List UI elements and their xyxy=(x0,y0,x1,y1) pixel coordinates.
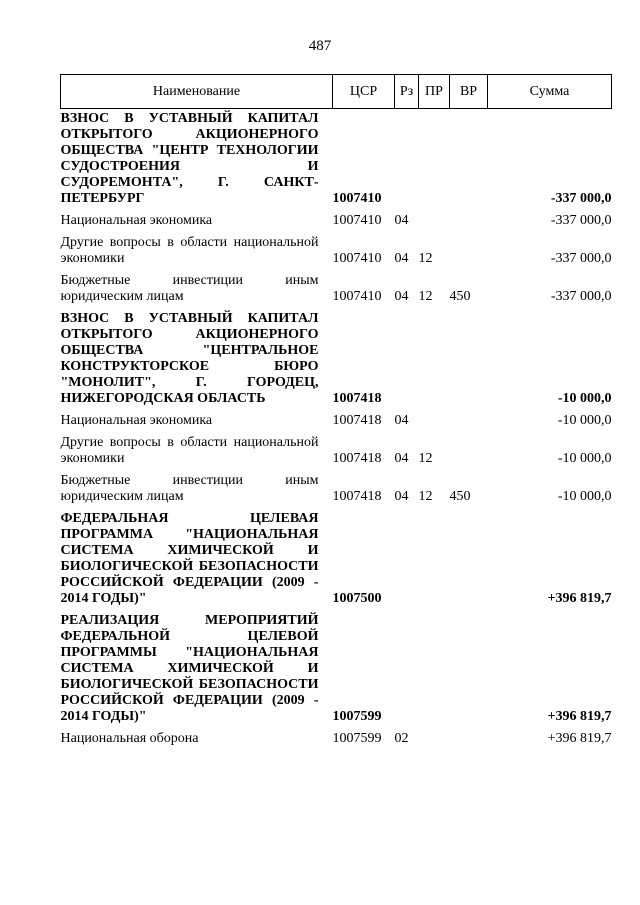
cell-pr xyxy=(419,410,450,432)
cell-sum: +396 819,7 xyxy=(547,591,612,606)
cell-rz xyxy=(395,308,419,410)
cell-pr xyxy=(419,210,450,232)
cell-name xyxy=(61,308,333,410)
cell-csr: 1007410 xyxy=(332,213,382,228)
header-csr: ЦСР xyxy=(333,75,395,109)
table-row xyxy=(61,432,612,470)
cell-vr xyxy=(450,308,488,410)
cell-rz: 04 xyxy=(394,451,409,466)
cell-vr xyxy=(450,728,488,750)
cell-vr: 450 xyxy=(449,289,471,304)
cell-csr: 1007599 xyxy=(332,709,382,724)
cell-pr: 12 xyxy=(418,489,433,504)
table-row xyxy=(61,109,612,211)
row-name-text: Национальная экономика xyxy=(60,213,213,228)
table-body xyxy=(61,109,612,751)
cell-vr xyxy=(450,210,488,232)
cell-name xyxy=(61,210,333,232)
cell-rz: 04 xyxy=(394,289,409,304)
cell-rz xyxy=(395,508,419,610)
cell-vr xyxy=(450,610,488,728)
cell-pr xyxy=(419,109,450,211)
row-name-text: Бюджетные инвестиции иным юридическим лицам xyxy=(60,273,319,304)
cell-name xyxy=(61,270,333,308)
table-row xyxy=(61,410,612,432)
cell-csr: 1007410 xyxy=(332,289,382,304)
cell-csr: 1007410 xyxy=(332,251,382,266)
table-row xyxy=(61,308,612,410)
row-name-text: Национальная экономика xyxy=(60,413,213,428)
cell-csr: 1007410 xyxy=(332,191,382,206)
cell-sum: +396 819,7 xyxy=(547,731,612,746)
cell-name xyxy=(61,610,333,728)
cell-sum: -337 000,0 xyxy=(550,213,612,228)
row-name-text: Национальная оборона xyxy=(60,731,199,746)
cell-csr: 1007418 xyxy=(332,489,382,504)
row-name-text: ФЕДЕРАЛЬНАЯ ЦЕЛЕВАЯ ПРОГРАММА "НАЦИОНАЛЬНАЯ СИСТЕМА ХИМИЧЕСКОЙ И БИОЛОГИЧЕСКОЙ БЕЗОПАСНОСТИ РОССИЙСКОЙ ФЕДЕРАЦИИ (2009 - 2014 ГОДЫ)" xyxy=(60,511,319,606)
cell-pr: 12 xyxy=(418,251,433,266)
cell-pr: 12 xyxy=(418,451,433,466)
cell-vr: 450 xyxy=(449,489,471,504)
cell-rz: 04 xyxy=(394,413,409,428)
table-row xyxy=(61,508,612,610)
cell-csr: 1007500 xyxy=(332,591,382,606)
cell-name xyxy=(61,432,333,470)
cell-sum: -10 000,0 xyxy=(557,489,612,504)
cell-sum: -10 000,0 xyxy=(557,391,612,406)
table-row xyxy=(61,232,612,270)
table-header-row xyxy=(61,75,612,109)
cell-vr xyxy=(450,232,488,270)
cell-pr: 12 xyxy=(418,289,433,304)
cell-name xyxy=(61,508,333,610)
row-name-text: Другие вопросы в области национальной экономики xyxy=(60,435,319,466)
header-sum: Сумма xyxy=(488,75,612,109)
cell-rz xyxy=(395,109,419,211)
cell-csr: 1007418 xyxy=(332,391,382,406)
budget-table xyxy=(60,74,612,750)
row-name-text: Бюджетные инвестиции иным юридическим лицам xyxy=(60,473,319,504)
cell-name xyxy=(61,470,333,508)
cell-rz: 04 xyxy=(394,251,409,266)
cell-name xyxy=(61,410,333,432)
cell-sum: +396 819,7 xyxy=(547,709,612,724)
cell-pr xyxy=(419,610,450,728)
cell-rz xyxy=(395,610,419,728)
row-name-text: РЕАЛИЗАЦИЯ МЕРОПРИЯТИЙ ФЕДЕРАЛЬНОЙ ЦЕЛЕВОЙ ПРОГРАММЫ "НАЦИОНАЛЬНАЯ СИСТЕМА ХИМИЧЕСКОЙ И БИОЛОГИЧЕСКОЙ БЕЗОПАСНОСТИ РОССИЙСКОЙ ФЕДЕРАЦИИ (2009 - 2014 ГОДЫ)" xyxy=(60,613,319,724)
row-name-text: ВЗНОС В УСТАВНЫЙ КАПИТАЛ ОТКРЫТОГО АКЦИОНЕРНОГО ОБЩЕСТВА "ЦЕНТР ТЕХНОЛОГИИ СУДОСТРОЕНИЯ И СУДОРЕМОНТА", Г. САНКТ-ПЕТЕРБУРГ xyxy=(60,111,319,206)
cell-rz: 04 xyxy=(394,489,409,504)
table-row xyxy=(61,728,612,750)
cell-name xyxy=(61,232,333,270)
cell-pr xyxy=(419,728,450,750)
cell-vr xyxy=(450,109,488,211)
cell-csr: 1007599 xyxy=(332,731,382,746)
cell-rz: 02 xyxy=(394,731,409,746)
cell-sum: -337 000,0 xyxy=(550,289,612,304)
cell-name xyxy=(61,109,333,211)
cell-pr xyxy=(419,508,450,610)
cell-sum: -337 000,0 xyxy=(550,251,612,266)
table-row xyxy=(61,210,612,232)
cell-rz: 04 xyxy=(394,213,409,228)
table-row xyxy=(61,610,612,728)
header-vr: ВР xyxy=(450,75,488,109)
table-row xyxy=(61,470,612,508)
table-row xyxy=(61,270,612,308)
header-pr: ПР xyxy=(419,75,450,109)
cell-vr xyxy=(450,508,488,610)
page-number: 487 xyxy=(308,38,332,54)
cell-vr xyxy=(450,410,488,432)
row-name-text: Другие вопросы в области национальной экономики xyxy=(60,235,319,266)
header-rz: Рз xyxy=(395,75,419,109)
cell-csr: 1007418 xyxy=(332,413,382,428)
row-name-text: ВЗНОС В УСТАВНЫЙ КАПИТАЛ ОТКРЫТОГО АКЦИОНЕРНОГО ОБЩЕСТВА "ЦЕНТРАЛЬНОЕ КОНСТРУКТОРСКОЕ БЮРО "МОНОЛИТ", Г. ГОРОДЕЦ, НИЖЕГОРОДСКАЯ ОБЛАСТЬ xyxy=(60,311,319,406)
cell-csr: 1007418 xyxy=(332,451,382,466)
cell-sum: -10 000,0 xyxy=(557,451,612,466)
cell-name xyxy=(61,728,333,750)
cell-pr xyxy=(419,308,450,410)
cell-sum: -10 000,0 xyxy=(557,413,612,428)
header-name: Наименование xyxy=(61,75,333,109)
cell-vr xyxy=(450,432,488,470)
cell-sum: -337 000,0 xyxy=(550,191,612,206)
